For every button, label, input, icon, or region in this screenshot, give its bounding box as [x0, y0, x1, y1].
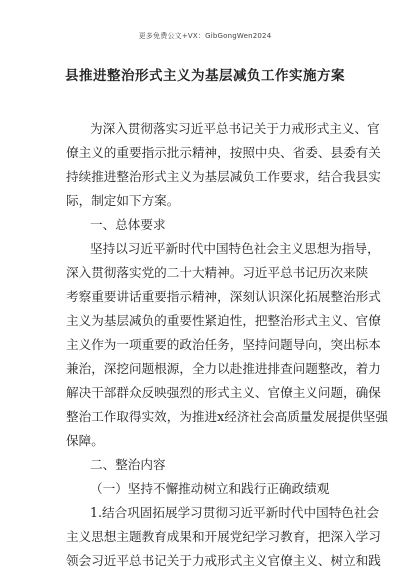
paragraph-line: 坚持以习近平新时代中国特色社会主义思想为指导，: [90, 241, 380, 256]
paragraph-line: 僚主义的重要指示批示精神，按照中央、省委、县委有关: [66, 145, 381, 160]
header-note: 更多免费公文+VX：GibGongWen2024: [138, 32, 272, 40]
paragraph-line: 解决干部群众反映强烈的形式主义、官僚主义问题，确保: [66, 385, 381, 400]
section-heading: 二、整治内容: [90, 457, 166, 472]
paragraph-line: 整治工作取得实效，为推进x经济社会高质量发展提供坚强: [66, 409, 388, 424]
paragraph-line: 兼治，深挖问题根源，全力以赴推进排查问题整改，着力: [66, 361, 381, 376]
document-title: 县推进整治形式主义为基层减负工作实施方案: [65, 68, 345, 84]
paragraph-line: 保障。: [66, 433, 104, 448]
paragraph-line: 1.结合巩固拓展学习贯彻习近平新时代中国特色社会: [90, 505, 380, 520]
paragraph-line: 持续推进整治形式主义为基层减负工作要求，结合我县实: [66, 169, 381, 184]
paragraph-line: 为深入贯彻落实习近平总书记关于力戒形式主义、官: [90, 121, 380, 136]
paragraph-line: 主义作为一项重要的政治任务，坚持问题导向，突出标本: [66, 337, 381, 352]
document-body: [66, 117, 388, 573]
paragraph-line: 主义为基层减负的重要性紧迫性，把整治形式主义、官僚: [66, 313, 381, 328]
paragraph-line: 主义思想主题教育成果和开展党纪学习教育，把深入学习: [66, 529, 381, 544]
paragraph-line: 深入贯彻落实党的二十大精神。习近平总书记历次来陕: [66, 265, 369, 280]
paragraph-line: 考察重要讲话重要指示精神，深刻认识深化拓展整治形式: [66, 289, 381, 304]
subsection-heading: （一）坚持不懈推动树立和践行正确政绩观: [90, 481, 330, 496]
paragraph-line: 际，制定如下方案。: [66, 193, 180, 208]
section-heading: 一、总体要求: [90, 217, 166, 232]
paragraph-line: 领会习近平总书记关于力戒形式主义官僚主义、树立和践: [66, 553, 381, 568]
